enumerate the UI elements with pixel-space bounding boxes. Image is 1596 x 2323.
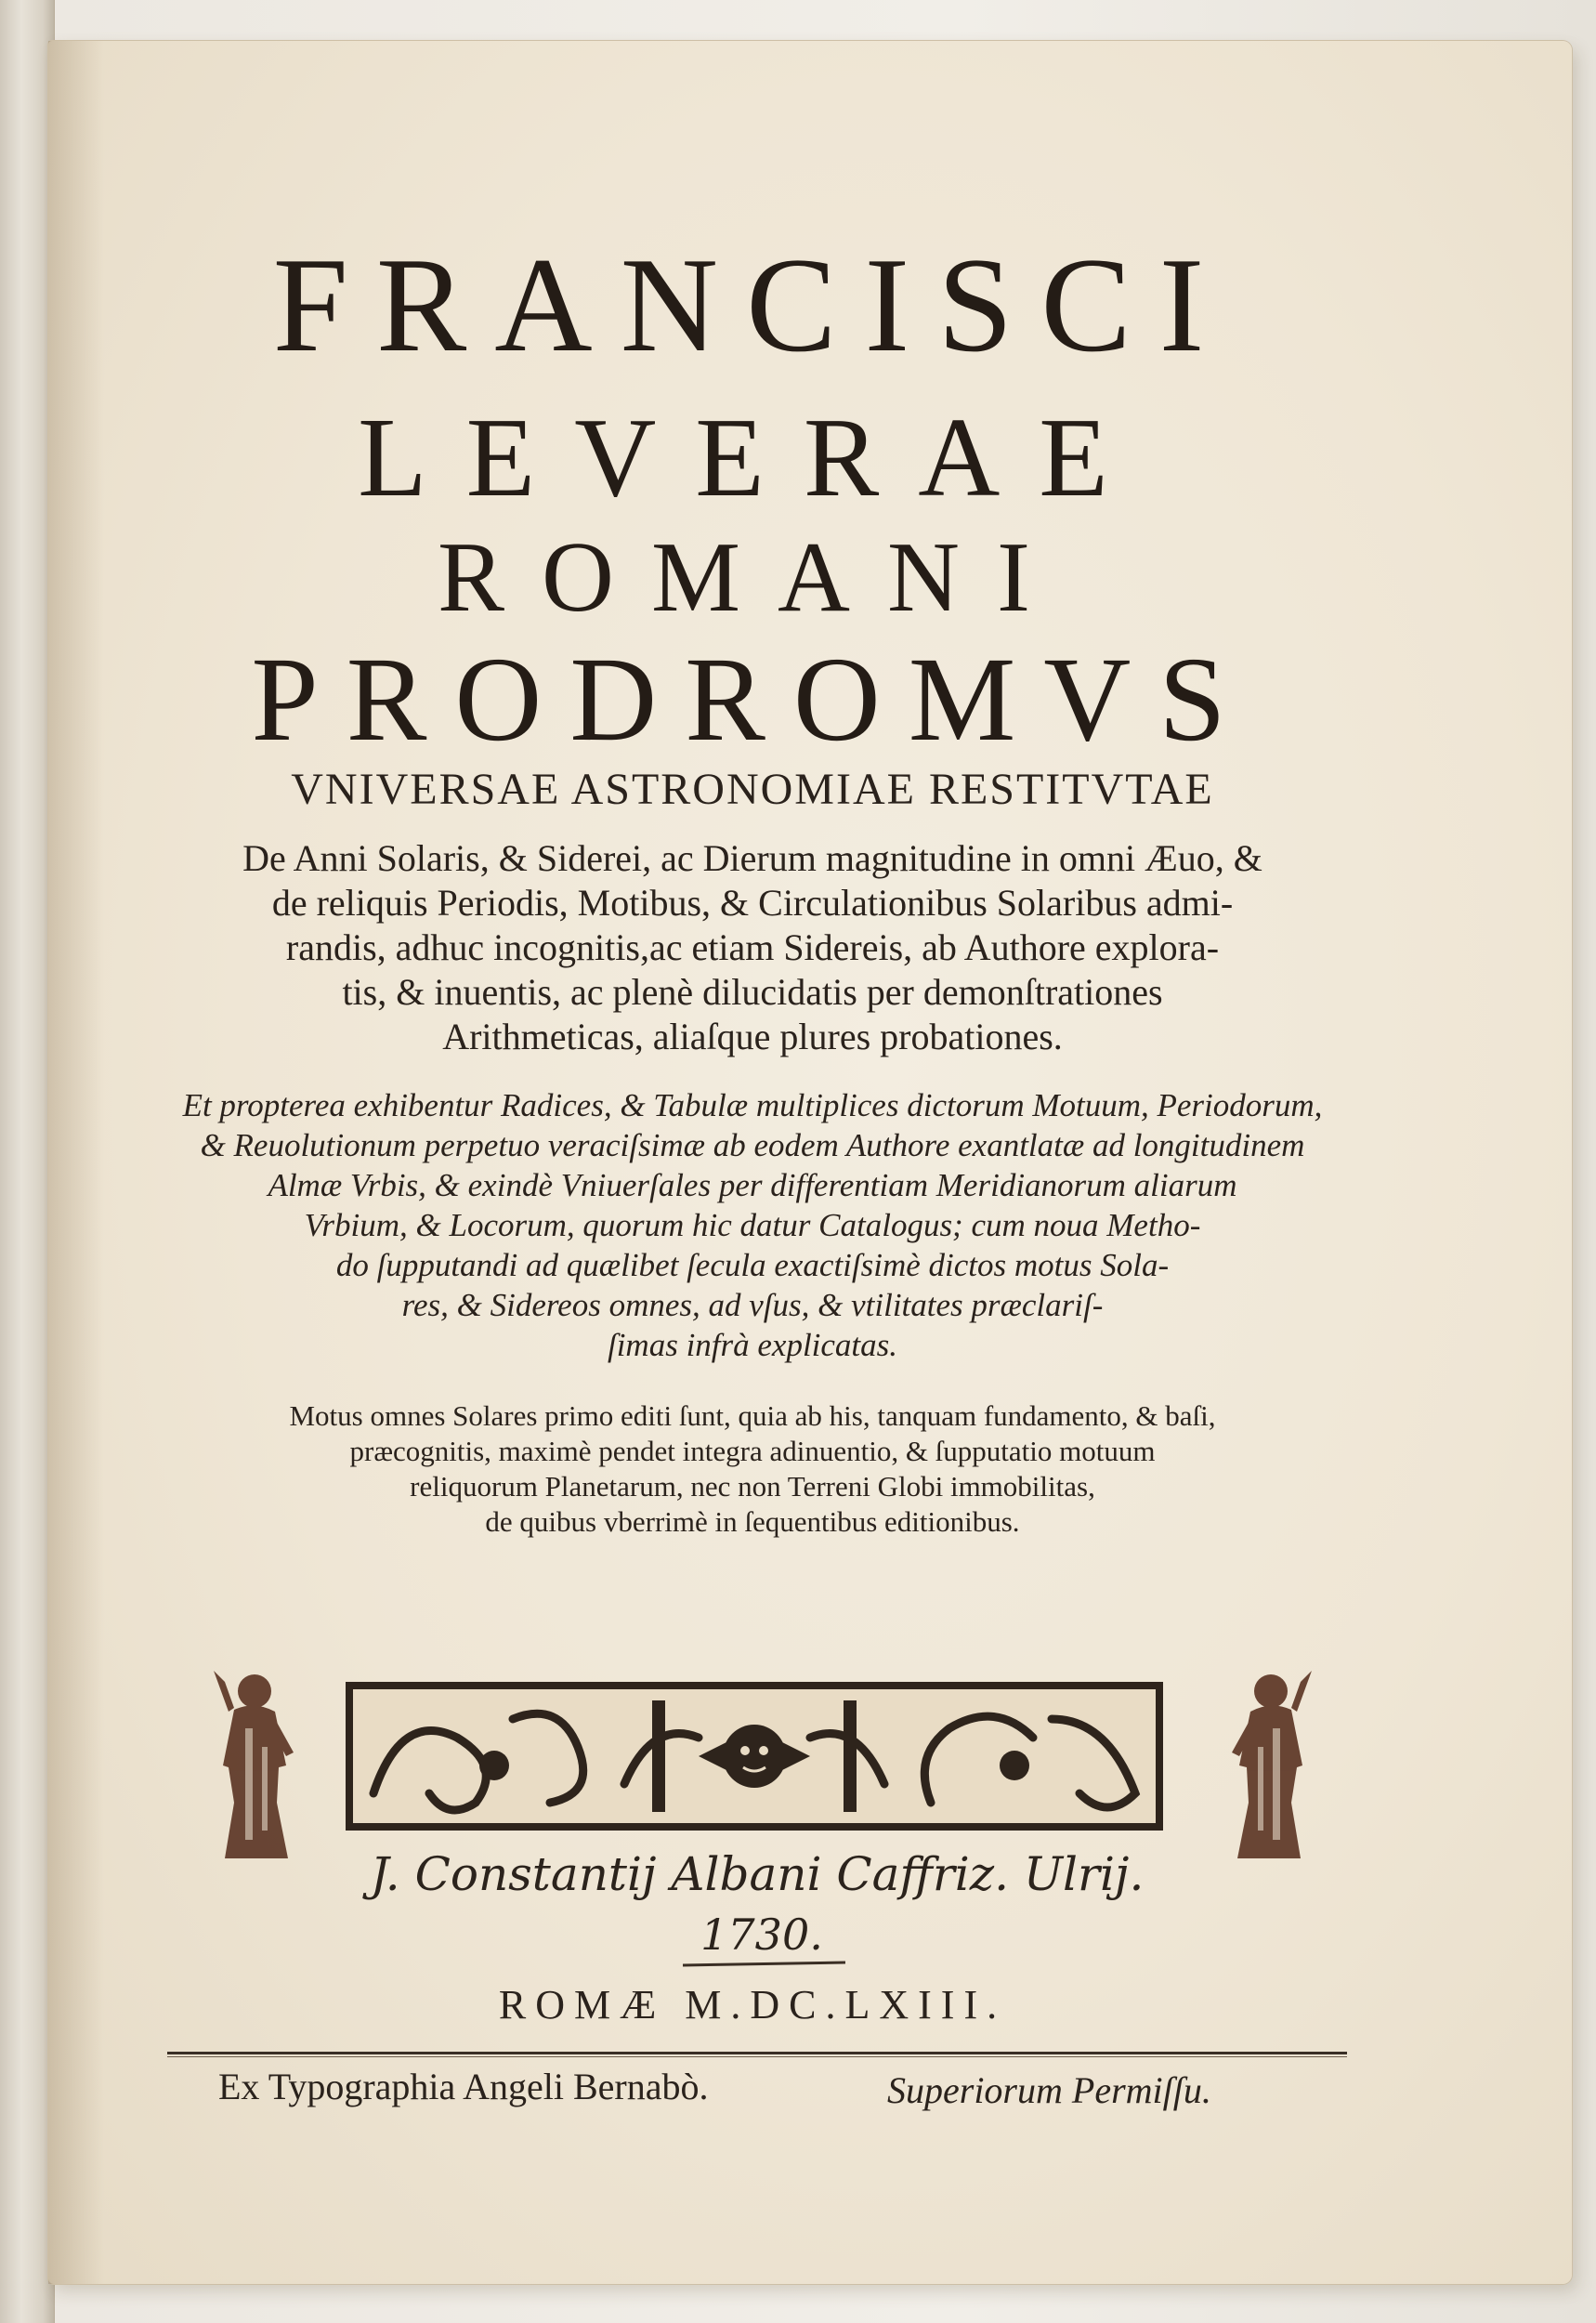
gutter-shadow: [48, 41, 104, 2284]
title-line-1: FRANCISCI: [272, 230, 1233, 380]
italic-line: & Reuolutionum perpetuo veraciſsimæ ab eodem Authore exantlatæ ad longitudinem: [200, 1127, 1305, 1163]
italic-line: ſimas infrà explicatas.: [607, 1327, 898, 1363]
woodcut-ornament-icon: [346, 1682, 1163, 1831]
italic-line: Et propterea exhibentur Radices, & Tabulæ multiplices dictorum Motuum, Periodorum,: [182, 1087, 1323, 1123]
note-line: de quibus vberrimè in ſequentibus editionibus.: [485, 1505, 1020, 1538]
monk-stamp-right-icon: [1217, 1663, 1328, 1863]
description-paragraph: [102, 836, 1403, 1059]
imprint-place-date: ROMÆ M.DC.LXIII.: [498, 1982, 1007, 2028]
imprint-rule: [167, 2052, 1347, 2054]
ownership-signature: J. Constantij Albani Caffriz. Ulrij.: [370, 1847, 1145, 1901]
note-paragraph: [102, 1398, 1403, 1540]
book-fore-edge: [0, 0, 55, 2323]
description-line: De Anni Solaris, & Siderei, ac Dierum magnitudine in omni Æuo, &: [242, 837, 1262, 879]
note-line: reliquorum Planetarum, nec non Terreni Globi immobilitas,: [410, 1470, 1095, 1503]
description-line: Arithmeticas, aliaſque plures probationes.: [442, 1016, 1063, 1057]
monk-stamp-left-icon: [197, 1663, 308, 1863]
note-line: Motus omnes Solares primo editi ſunt, quia ab his, tanquam fundamento, & baſi,: [289, 1399, 1216, 1432]
permission-line: Superiorum Permiſſu.: [887, 2069, 1211, 2111]
imprint-rule-thin: [167, 2056, 1347, 2057]
printer-line: Ex Typographia Angeli Bernabò.: [218, 2066, 709, 2107]
description-line: randis, adhuc incognitis,ac etiam Sidereis, ab Authore explora-: [285, 926, 1220, 968]
title-line-4: PRODROMVS: [251, 633, 1254, 767]
subtitle: VNIVERSAE ASTRONOMIAE RESTITVTAE: [291, 765, 1214, 814]
italic-line: res, & Sidereos omnes, ad vſus, & vtilitates præclariſ-: [401, 1287, 1104, 1323]
title-line-2: LEVERAE: [358, 395, 1147, 520]
note-line: præcognitis, maximè pendet integra adinuentio, & ſupputatio motuum: [349, 1435, 1156, 1467]
italic-line: do ſupputandi ad quælibet ſecula exactiſsimè dictos motus Sola-: [335, 1247, 1170, 1283]
signature-year: 1730.: [700, 1910, 823, 1960]
italic-paragraph: [102, 1085, 1403, 1365]
title-line-3: ROMANI: [437, 522, 1067, 633]
italic-line: Vrbium, & Locorum, quorum hic datur Catalogus; cum noua Metho-: [304, 1207, 1201, 1243]
description-line: de reliquis Periodis, Motibus, & Circulationibus Solaribus admi-: [271, 882, 1234, 924]
description-line: tis, & inuentis, ac plenè dilucidatis per demonſtrationes: [342, 971, 1163, 1013]
italic-line: Almæ Vrbis, & exindè Vniuerſales per differentiam Meridianorum aliarum: [268, 1167, 1237, 1203]
